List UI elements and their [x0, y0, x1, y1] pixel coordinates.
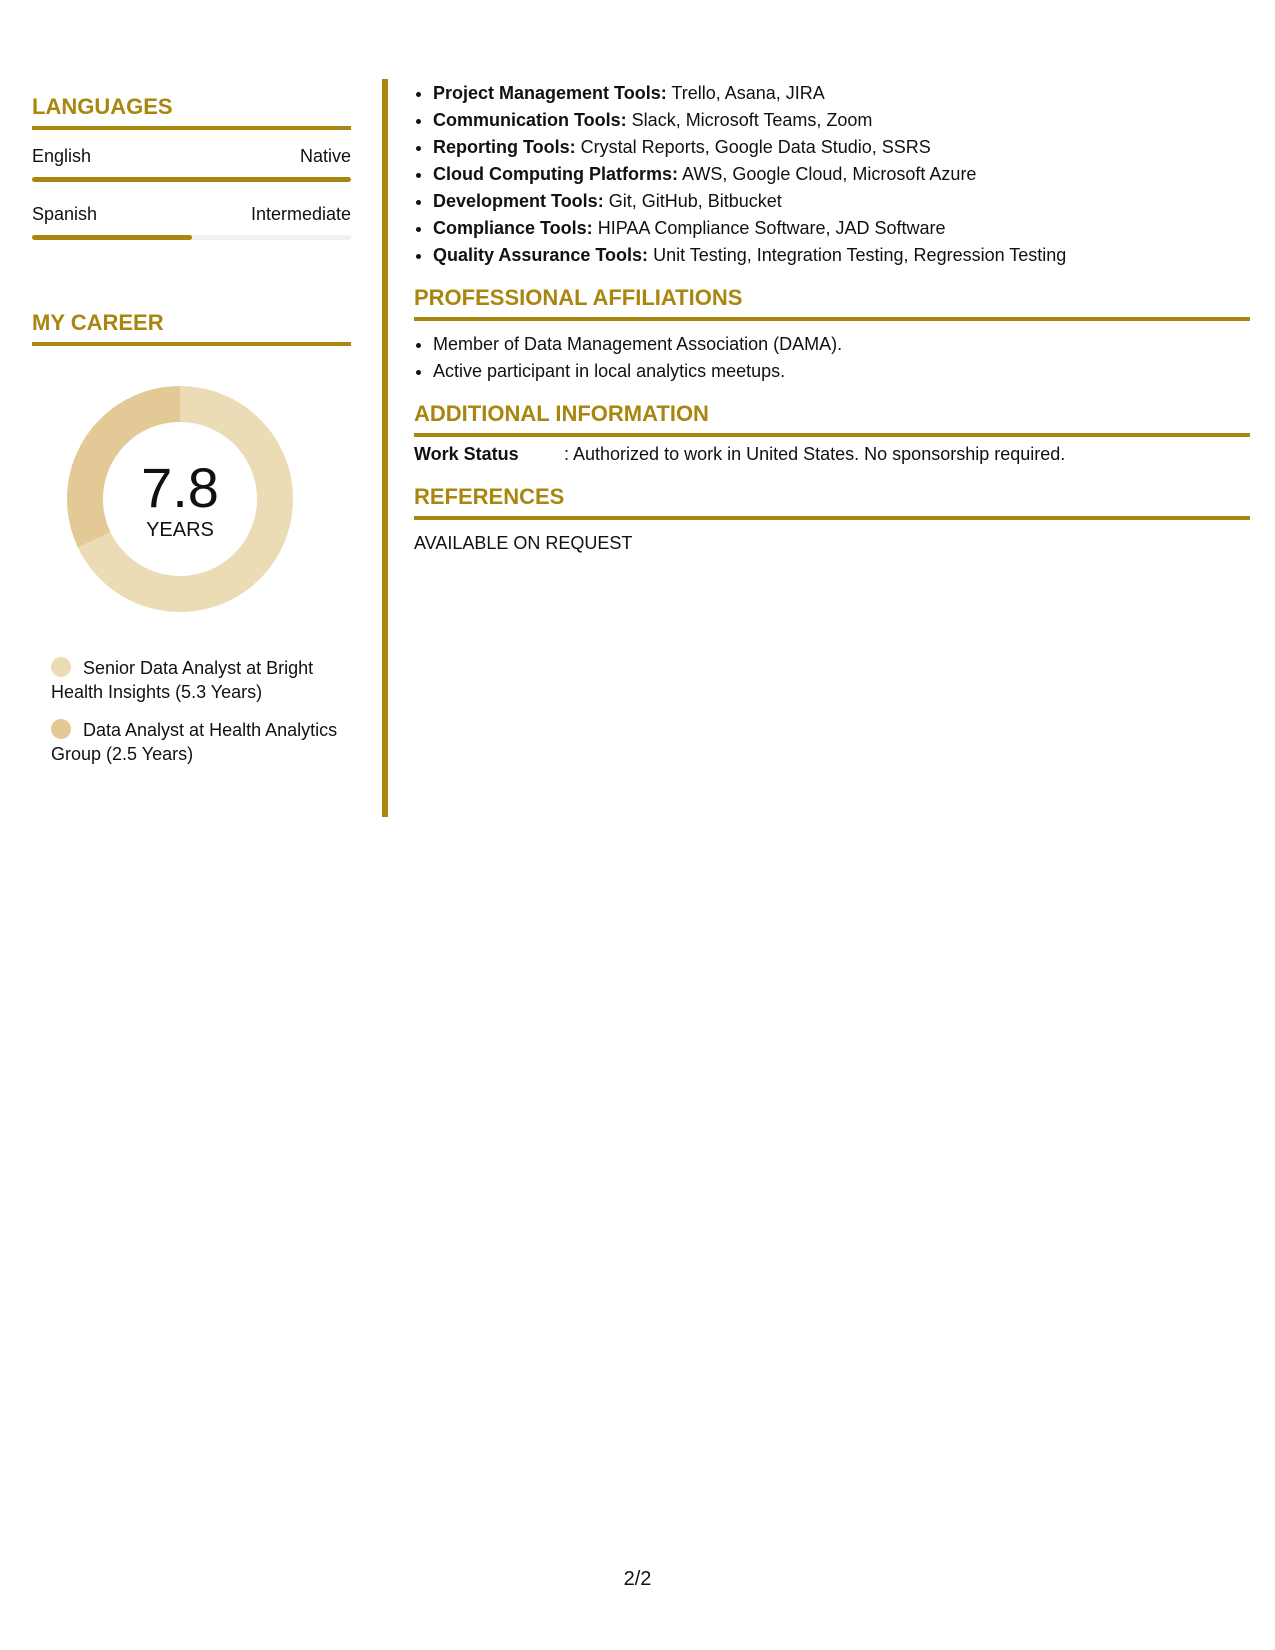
work-status-value: : Authorized to work in United States. No sponsorship required. [564, 444, 1066, 464]
list-item: • Quality Assurance Tools: Unit Testing, Integration Testing, Regression Testing [433, 242, 1250, 269]
career-donut-chart [32, 346, 351, 646]
language-level: Intermediate [250, 204, 351, 224]
career-legend [32, 656, 351, 766]
page-number: 2/2 [623, 1568, 652, 1590]
language-proficiency-bar [32, 177, 351, 182]
legend-label: Data Analyst at Health Analytics Group (2.5 Years) [51, 720, 338, 764]
list-item: • Compliance Tools: HIPAA Compliance Software, JAD Software [433, 215, 1250, 242]
language-proficiency-fill [32, 235, 192, 240]
language-proficiency-bar [32, 235, 351, 240]
right-column [414, 80, 1250, 557]
language-proficiency-fill [32, 177, 351, 182]
list-item: • Member of Data Management Association (DAMA). [433, 331, 1250, 358]
legend-item [51, 718, 351, 766]
legend-item [51, 656, 351, 704]
legend-dot-icon [51, 719, 71, 739]
languages-heading: LANGUAGES [32, 92, 351, 130]
work-status-row [414, 441, 1250, 468]
work-status-label: Work Status [414, 444, 519, 464]
column-divider [382, 79, 388, 817]
tools-list [414, 80, 1250, 269]
list-item: • Communication Tools: Slack, Microsoft Teams, Zoom [433, 107, 1250, 134]
affiliations-heading: PROFESSIONAL AFFILIATIONS [414, 283, 1250, 321]
legend-dot-icon [51, 657, 71, 677]
legend-label: Senior Data Analyst at Bright Health Insights (5.3 Years) [51, 658, 314, 702]
affiliations-list [414, 331, 1250, 385]
references-text: AVAILABLE ON REQUEST [414, 533, 633, 553]
list-item: • Project Management Tools: Trello, Asana, JIRA [433, 80, 1250, 107]
references-heading: REFERENCES [414, 482, 1250, 520]
language-item [32, 146, 351, 182]
left-column [32, 92, 351, 780]
list-item: • Development Tools: Git, GitHub, Bitbucket [433, 188, 1250, 215]
language-item [32, 204, 351, 240]
language-level: Native [299, 146, 351, 166]
career-total-unit: YEARS [146, 519, 214, 541]
additional-info-heading: ADDITIONAL INFORMATION [414, 399, 1250, 437]
list-item: • Reporting Tools: Crystal Reports, Google Data Studio, SSRS [433, 134, 1250, 161]
career-total-years: 7.8 [141, 456, 219, 519]
career-heading: MY CAREER [32, 308, 351, 346]
list-item: • Cloud Computing Platforms: AWS, Google Cloud, Microsoft Azure [433, 161, 1250, 188]
language-name: English [32, 146, 92, 166]
list-item: • Active participant in local analytics meetups. [433, 358, 1250, 385]
language-name: Spanish [32, 204, 98, 224]
